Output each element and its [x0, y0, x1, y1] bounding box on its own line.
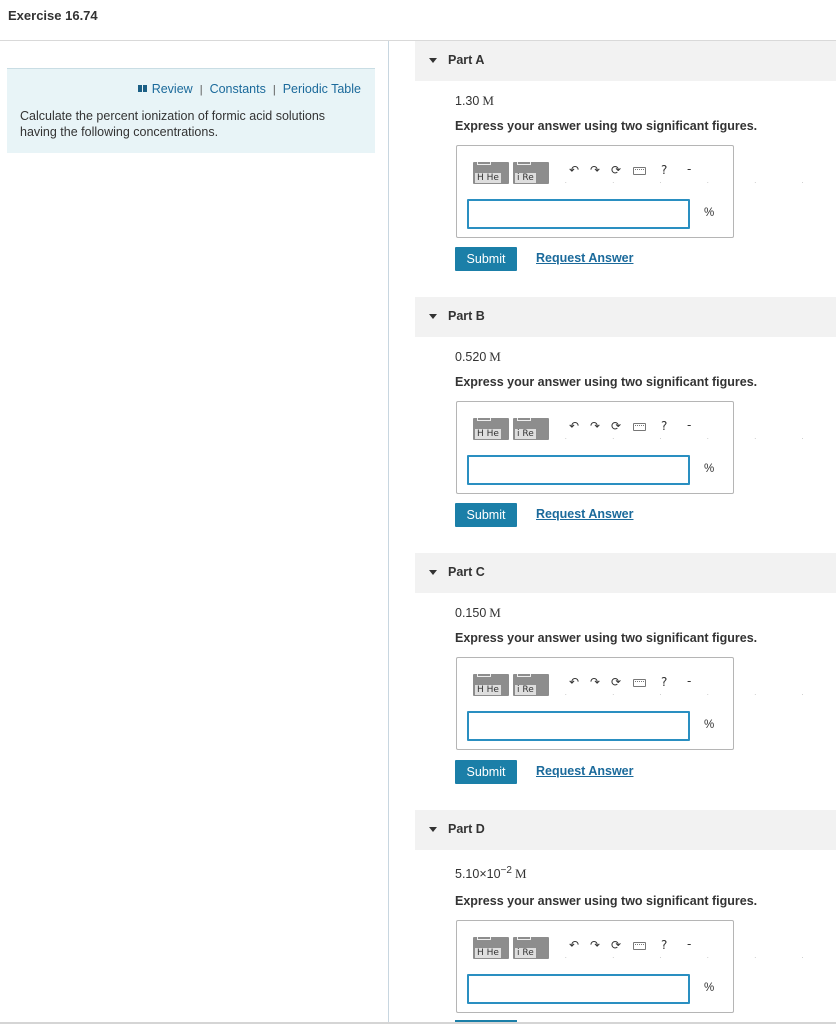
undo-icon[interactable]: ↶: [569, 675, 580, 689]
part-c-answer-input[interactable]: [467, 711, 690, 741]
help-icon[interactable]: ?: [661, 675, 668, 689]
math-toolbar: [473, 674, 826, 697]
part-b-answer-box: [456, 401, 826, 494]
review-link[interactable]: Review: [151, 82, 193, 96]
book-icon: [138, 85, 147, 92]
help-icon[interactable]: ?: [661, 163, 668, 177]
redo-icon[interactable]: ↷: [590, 419, 601, 433]
part-c-submit-button[interactable]: Submit: [455, 760, 517, 784]
part-d-answer-box: [456, 920, 826, 1013]
part-b-request-answer-link[interactable]: Request Answer: [536, 507, 634, 521]
keyboard-icon[interactable]: [633, 679, 646, 687]
keyboard-icon[interactable]: [633, 942, 646, 950]
part-c-unit: %: [704, 719, 715, 731]
toolbar-dots: . . . . . .: [565, 954, 826, 960]
part-b-instruction: Express your answer using two significant figures.: [455, 375, 758, 389]
resource-links: [138, 82, 361, 96]
templates-button[interactable]: H He: [473, 418, 509, 440]
part-c-header[interactable]: [415, 553, 836, 593]
part-c-label: Part C: [448, 565, 485, 579]
math-toolbar: [473, 418, 826, 441]
part-a-request-answer-link[interactable]: Request Answer: [536, 251, 634, 265]
part-a-label: Part A: [448, 53, 485, 67]
link-separator: |: [272, 84, 276, 96]
help-icon[interactable]: ?: [661, 938, 668, 952]
part-d: [415, 810, 836, 1024]
keyboard-icon[interactable]: [633, 167, 646, 175]
page-title: Exercise 16.74: [8, 8, 98, 23]
info-panel: [7, 68, 375, 153]
templates-button[interactable]: H He: [473, 162, 509, 184]
column-divider[interactable]: [388, 41, 389, 1024]
reset-icon[interactable]: ⟳: [611, 419, 622, 433]
part-b-unit: %: [704, 463, 715, 475]
undo-icon[interactable]: ↶: [569, 163, 580, 177]
part-b-concentration: 0.520 M: [455, 349, 501, 364]
toolbar-dots: . . . . . .: [565, 435, 826, 441]
left-column: [0, 41, 388, 1024]
symbols-button[interactable]: i Re: [513, 937, 549, 959]
part-a-answer-input[interactable]: [467, 199, 690, 229]
math-toolbar: [473, 937, 826, 960]
more-icon[interactable]: -: [687, 937, 692, 951]
problem-intro: Calculate the percent ionization of formic acid solutions having the following concentrations.: [20, 109, 326, 139]
part-d-answer-input[interactable]: [467, 974, 690, 1004]
part-d-unit: %: [704, 982, 715, 994]
collapse-caret-icon[interactable]: [429, 827, 437, 832]
part-b-label: Part B: [448, 309, 485, 323]
part-a-concentration: 1.30 M: [455, 93, 494, 108]
templates-button[interactable]: H He: [473, 937, 509, 959]
undo-icon[interactable]: ↶: [569, 938, 580, 952]
part-b-submit-button[interactable]: Submit: [455, 503, 517, 527]
part-a-answer-box: [456, 145, 826, 238]
part-c-request-answer-link[interactable]: Request Answer: [536, 764, 634, 778]
collapse-caret-icon[interactable]: [429, 58, 437, 63]
redo-icon[interactable]: ↷: [590, 163, 601, 177]
part-b: [415, 297, 836, 553]
part-d-instruction: Express your answer using two significant figures.: [455, 894, 758, 908]
more-icon[interactable]: -: [687, 418, 692, 432]
symbols-button[interactable]: i Re: [513, 162, 549, 184]
part-c-instruction: Express your answer using two significant figures.: [455, 631, 758, 645]
part-d-header[interactable]: [415, 810, 836, 850]
symbols-button[interactable]: i Re: [513, 418, 549, 440]
toolbar-dots: . . . . . .: [565, 691, 826, 697]
part-d-label: Part D: [448, 822, 485, 836]
constants-link[interactable]: Constants: [209, 82, 266, 96]
collapse-caret-icon[interactable]: [429, 570, 437, 575]
more-icon[interactable]: -: [687, 162, 692, 176]
templates-button[interactable]: H He: [473, 674, 509, 696]
more-icon[interactable]: -: [687, 674, 692, 688]
reset-icon[interactable]: ⟳: [611, 675, 622, 689]
part-a-unit: %: [704, 207, 715, 219]
title-bar: [0, 0, 836, 41]
part-d-concentration: $5.10\times 10^{-2}$ M: [455, 865, 527, 882]
part-c-answer-box: [456, 657, 826, 750]
part-a-header[interactable]: [415, 41, 836, 81]
part-c: [415, 553, 836, 810]
part-a-instruction: Express your answer using two significant figures.: [455, 119, 758, 133]
keyboard-icon[interactable]: [633, 423, 646, 431]
collapse-caret-icon[interactable]: [429, 314, 437, 319]
undo-icon[interactable]: ↶: [569, 419, 580, 433]
part-b-answer-input[interactable]: [467, 455, 690, 485]
redo-icon[interactable]: ↷: [590, 938, 601, 952]
link-separator: |: [199, 84, 203, 96]
redo-icon[interactable]: ↷: [590, 675, 601, 689]
symbols-button[interactable]: i Re: [513, 674, 549, 696]
part-b-header[interactable]: [415, 297, 836, 337]
reset-icon[interactable]: ⟳: [611, 938, 622, 952]
help-icon[interactable]: ?: [661, 419, 668, 433]
periodic-table-link[interactable]: Periodic Table: [282, 82, 361, 96]
toolbar-dots: . . . . . .: [565, 179, 826, 185]
part-c-concentration: 0.150 M: [455, 605, 501, 620]
reset-icon[interactable]: ⟳: [611, 163, 622, 177]
part-a-submit-button[interactable]: Submit: [455, 247, 517, 271]
part-a: [415, 41, 836, 297]
math-toolbar: [473, 162, 826, 185]
